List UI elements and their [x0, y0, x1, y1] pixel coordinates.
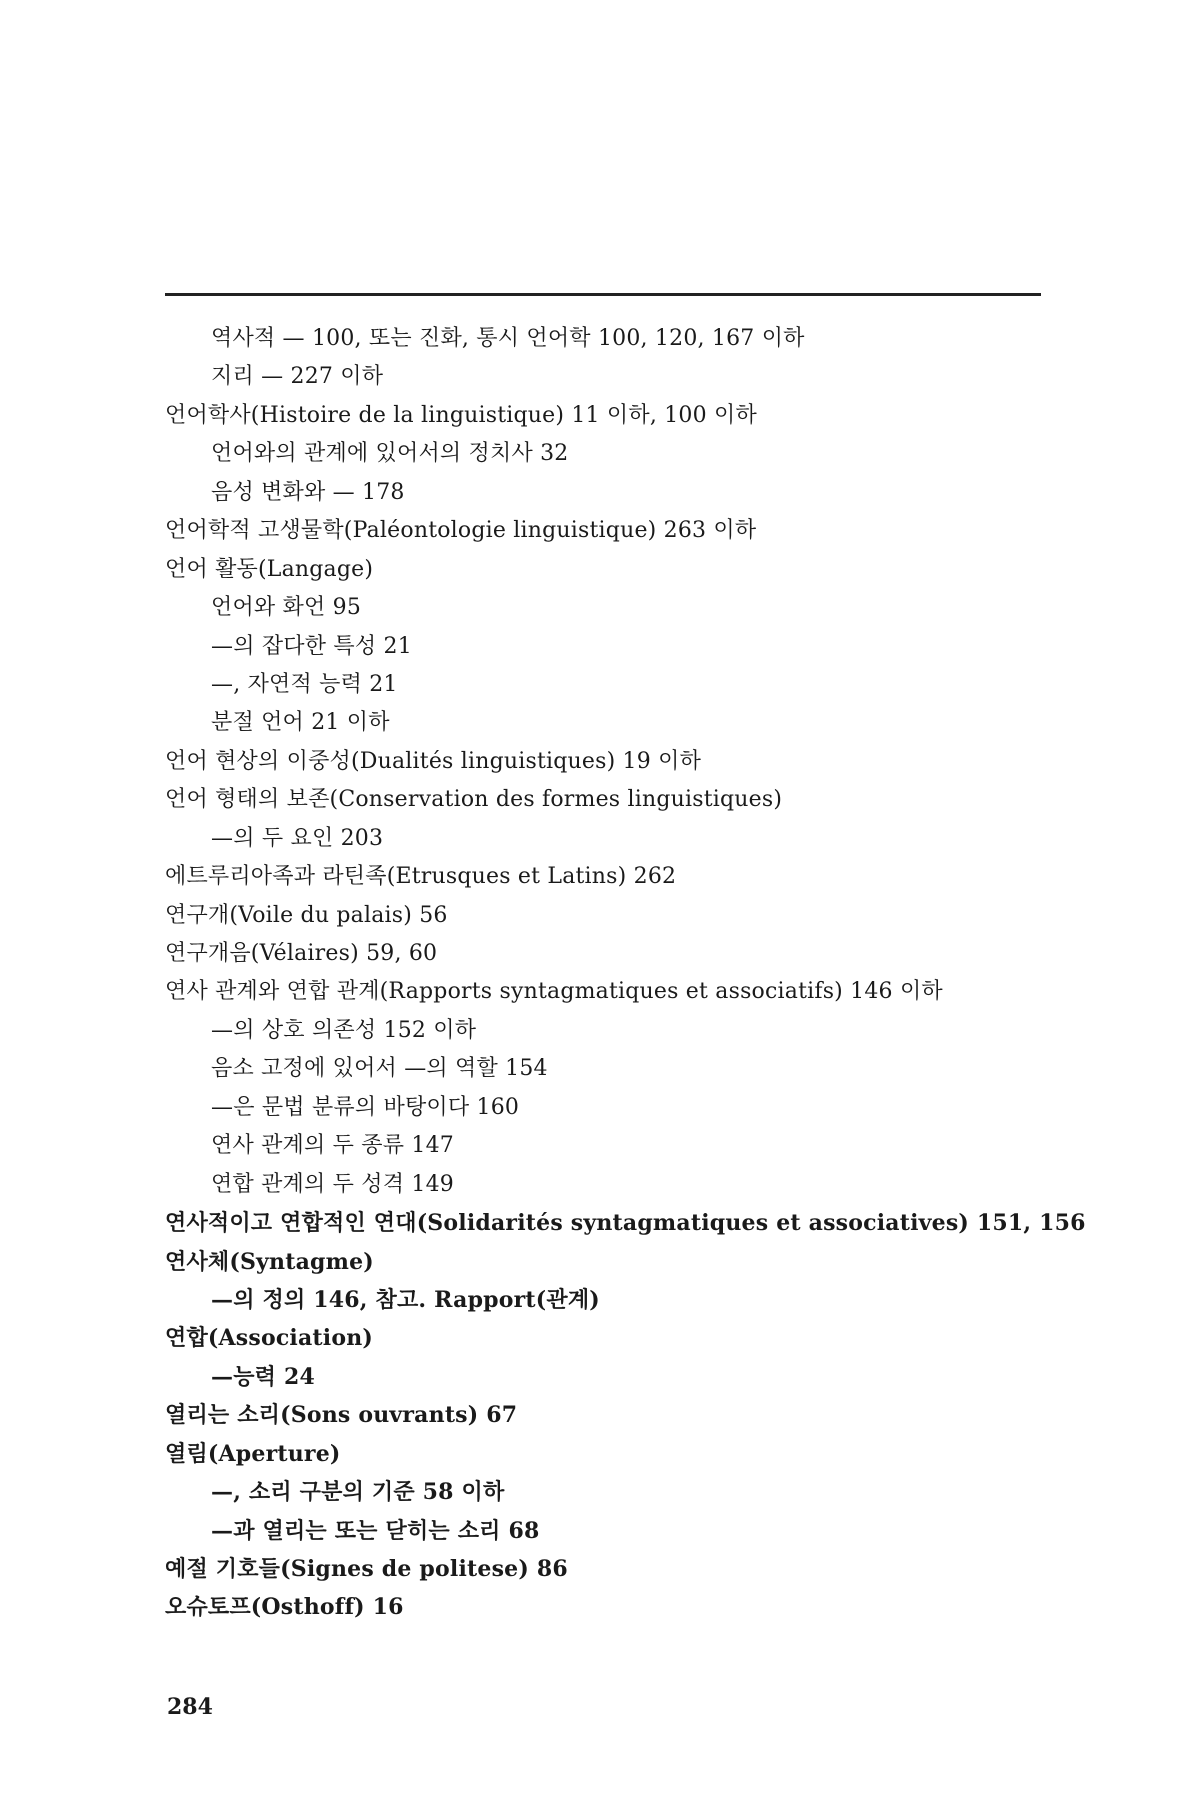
- index-entry: —, 자연적 능력 21: [211, 671, 398, 697]
- page-number: 284: [167, 1694, 213, 1720]
- index-entry: —과 열리는 또는 닫히는 소리 68: [211, 1517, 540, 1544]
- index-entry: —능력 24: [211, 1363, 315, 1390]
- index-entry: —의 상호 의존성 152 이하: [211, 1017, 477, 1043]
- index-entry: —의 정의 146, 참고. Rapport(관계): [211, 1286, 600, 1313]
- index-entry: 연합 관계의 두 성격 149: [211, 1171, 454, 1197]
- index-entry: —의 잡다한 특성 21: [211, 633, 412, 659]
- index-entry: 언어와의 관계에 있어서의 정치사 32: [211, 441, 569, 467]
- index-entry: 언어와 화언 95: [211, 595, 362, 621]
- index-entry: 열리는 소리(Sons ouvrants) 67: [165, 1402, 518, 1429]
- index-entry: 음성 변화와 — 178: [211, 479, 405, 505]
- index-entry: 에트루리아족과 라틴족(Etrusques et Latins) 262: [165, 864, 677, 890]
- index-entry: 언어 활동(Langage): [165, 556, 374, 582]
- index-entry: 지리 — 227 이하: [211, 364, 384, 390]
- index-entry: 연사체(Syntagme): [165, 1248, 374, 1275]
- index-entry: 연구개(Voile du palais) 56: [165, 902, 448, 928]
- index-entry: 열림(Aperture): [165, 1440, 341, 1467]
- index-entry: 분절 언어 21 이하: [211, 710, 390, 736]
- index-entry: —의 두 요인 203: [211, 825, 384, 851]
- index-entry: 언어학적 고생물학(Paléontologie linguistique) 263 이하: [165, 518, 757, 544]
- index-entry: 예절 기호들(Signes de politese) 86: [165, 1556, 568, 1582]
- index-entry: 연구개음(Vélaires) 59, 60: [165, 941, 438, 966]
- index-entry: 연사 관계의 두 종류 147: [211, 1133, 454, 1159]
- header-rule: [165, 293, 1041, 296]
- index-entry: 연사적이고 연합적인 연대(Solidarités syntagmatiques et associatives) 151, 156: [165, 1210, 1086, 1237]
- index-entry: 언어 형태의 보존(Conservation des formes linguistiques): [165, 787, 783, 813]
- index-entry: 언어 현상의 이중성(Dualités linguistiques) 19 이하: [165, 748, 702, 774]
- index-entry: 언어학사(Histoire de la linguistique) 11 이하, 100 이하: [165, 402, 757, 428]
- index-entry: 오슈토프(Osthoff) 16: [165, 1594, 404, 1621]
- index-entry: 역사적 — 100, 또는 진화, 통시 언어학 100, 120, 167 이하: [211, 326, 805, 351]
- index-entry: —은 문법 분류의 바탕이다 160: [211, 1094, 520, 1120]
- index-list: [165, 320, 1086, 1627]
- index-entry: 연사 관계와 연합 관계(Rapports syntagmatiques et associatifs) 146 이하: [165, 979, 943, 1005]
- index-entry: 음소 고정에 있어서 —의 역할 154: [211, 1056, 548, 1082]
- index-entry: —, 소리 구분의 기준 58 이하: [211, 1479, 505, 1506]
- index-entry: 연합(Association): [165, 1325, 374, 1352]
